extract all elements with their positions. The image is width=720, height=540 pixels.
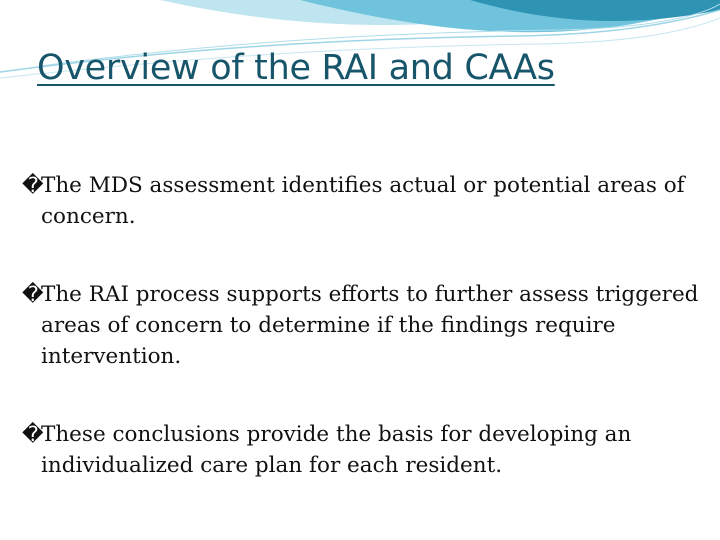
bullet-text: The RAI process supports efforts to further assess triggered areas of concern to determine if the findings require intervention. bbox=[41, 282, 699, 369]
bullet-list bbox=[24, 170, 704, 528]
bullet-marker-icon: � bbox=[22, 422, 44, 446]
bullet-text: The MDS assessment identifies actual or potential areas of concern. bbox=[41, 173, 685, 229]
bullet-text: These conclusions provide the basis for developing an individualized care plan for each resident. bbox=[41, 422, 632, 478]
bullet-marker-icon: � bbox=[22, 173, 44, 197]
bullet-marker-icon: � bbox=[22, 282, 44, 306]
bullet-item bbox=[24, 419, 704, 481]
slide-title: Overview of the RAI and CAAs bbox=[37, 48, 555, 88]
bullet-item bbox=[24, 170, 704, 232]
bullet-item bbox=[24, 279, 704, 372]
